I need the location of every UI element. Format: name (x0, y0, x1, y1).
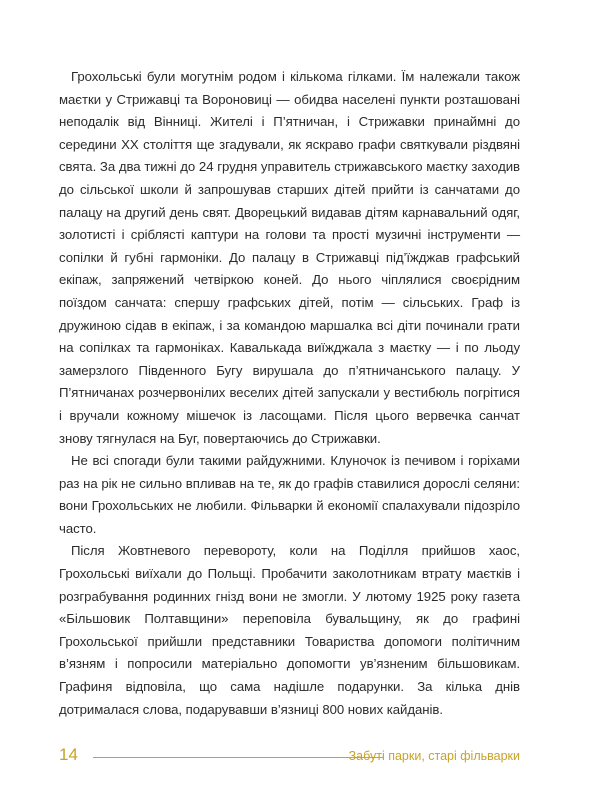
body-text (59, 66, 520, 721)
page-number: 14 (59, 745, 78, 764)
page-footer (59, 744, 520, 770)
footer-divider (93, 757, 383, 758)
paragraph: Грохольські були могутнім родом і кількома гілками. Їм належали також маєтки у Стрижавці та Вороновиці — обидва населені пункти розташовані неподалік від Вінниці. Жителі і П’ятничан, і Стрижавки принаймні до середини ХХ століття ще згадували, як яскраво графи святкували різдвяні свята. За два тижні до 24 грудня управитель стрижавського маєтку заходив до сільської школи й запрошував старших дітей прийти із санчатами до палацу на другий день свят. Дворецький видавав дітям карнавальний одяг, золотисті і сріблясті каптури на голови та прості музичні інструменти — сопілки й губні гармоніки. До палацу в Стрижавці під’їжджав графський екіпаж, запряжений четвіркою коней. До нього чіплялися своєрідним поїздом санчата: спершу графських дітей, потім — сільських. Граф із дружиною сідав в екіпаж, і за командою маршалка всі діти починали грати на сопілках та гармоніках. Кавалькада виїжджала з маєтку — і по льоду замерзлого Південного Бугу вирушала до п’ятничанського палацу. У П’ятничанах розчервонілих веселих дітей запускали у вестибюль погрітися і вручали кожному мішечок із ласощами. Після цього вервечка санчат знову тягнулася на Буг, повертаючись до Стрижавки. (59, 69, 520, 446)
paragraph: Не всі спогади були такими райдужними. Клуночок із печивом і горіхами раз на рік не сильно впливав на те, як до графів ставилися дорослі селяни: вони Грохольських не любили. Фільварки й економії спалахували підозріло часто. (59, 453, 520, 536)
paragraph: Після Жовтневого перевороту, коли на Поділля прийшов хаос, Грохольські виїхали до Польщі. Пробачити заколотникам втрату маєтків і розграбування родинних гнізд вони не змогли. У лютому 1925 року газета «Більшовик Полтавщини» переповіла бувальщину, як до графині Грохольської прийшли представники Товариства допомоги політичним в’язням і попросили матеріально допомогти ув’язненим більшовикам. Графиня відповіла, що сама надішле подарунки. За кілька днів дотрималася слова, подарувавши в’язниці 800 нових кайданів. (59, 543, 520, 717)
running-title: Забуті парки, старі фільварки (348, 749, 520, 763)
